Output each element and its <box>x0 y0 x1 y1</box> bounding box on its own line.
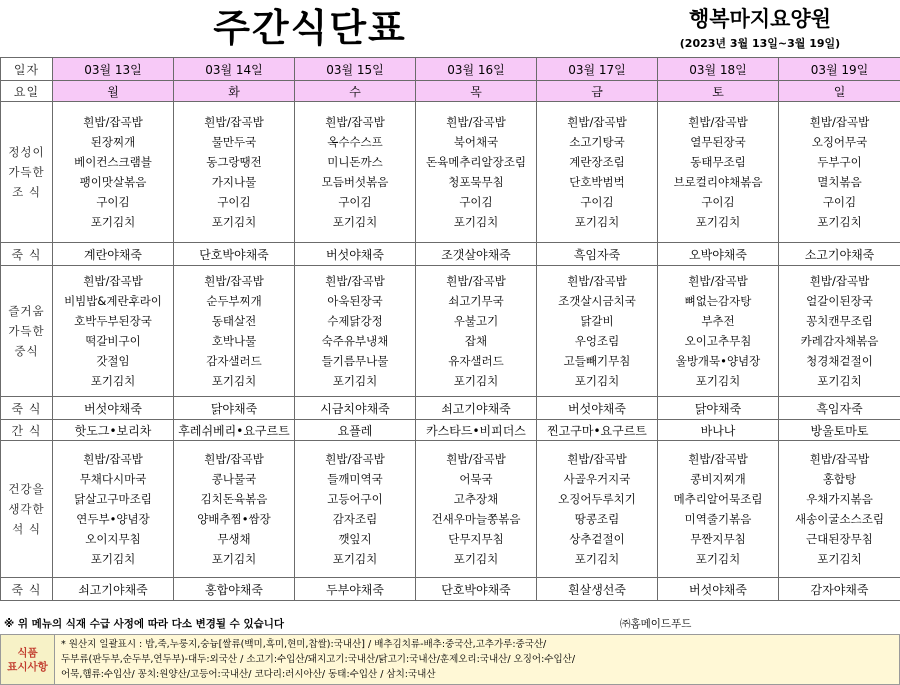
menu-item: 쇠고기무국 <box>448 294 504 308</box>
menu-item: 단무지무침 <box>448 532 504 546</box>
menu-item: 떡갈비구이 <box>85 334 141 348</box>
page-title: 주간식단표 <box>213 6 407 50</box>
menu-item: 포기김치 <box>90 374 136 388</box>
snack-cell: 방울토마토 <box>779 420 900 441</box>
menu-item: 닭갈비 <box>580 314 614 328</box>
menu-item: 흰밥/잡곡밥 <box>688 115 748 129</box>
menu-item: 팽이맛살볶음 <box>79 175 147 189</box>
lunch-items <box>779 268 900 394</box>
lunch-label <box>1 266 53 397</box>
porridge-cell: 홍합야채죽 <box>174 578 295 601</box>
menu-item: 옥수수스프 <box>327 135 383 149</box>
menu-item: 물만두국 <box>211 135 257 149</box>
origin-info-box <box>0 634 900 685</box>
menu-item: 동태살전 <box>211 314 257 328</box>
menu-item: 감자샐러드 <box>206 354 262 368</box>
breakfast-items <box>416 109 536 235</box>
menu-item: 포기김치 <box>90 552 136 566</box>
menu-item: 깻잎지 <box>338 532 372 546</box>
menu-item: 흰밥/잡곡밥 <box>325 115 385 129</box>
dinner-cell <box>174 441 295 578</box>
menu-item: 고등어구이 <box>327 492 383 506</box>
porridge-cell: 닭야채죽 <box>174 397 295 420</box>
porridge-label: 죽 식 <box>1 397 53 420</box>
menu-item: 구이김 <box>580 195 614 209</box>
menu-item: 미역줄기볶음 <box>684 512 752 526</box>
date-cell: 03월 17일 <box>537 58 658 81</box>
porridge-label: 죽 식 <box>1 578 53 601</box>
menu-item: 포기김치 <box>90 215 136 229</box>
menu-item: 가지나물 <box>211 175 257 189</box>
menu-item: 얼갈이된장국 <box>806 294 873 308</box>
breakfast-cell <box>658 102 779 243</box>
menu-item: 상추겉절이 <box>569 532 625 546</box>
menu-item: 흰밥/잡곡밥 <box>688 452 748 466</box>
menu-item: 구이김 <box>338 195 372 209</box>
origin-label <box>1 635 55 684</box>
menu-item: 된장찌개 <box>90 135 136 149</box>
menu-item: 흰밥/잡곡밥 <box>204 452 264 466</box>
menu-item: 구이김 <box>822 195 857 209</box>
dinner-items <box>416 446 536 572</box>
menu-item: 흰밥/잡곡밥 <box>325 274 385 288</box>
menu-item: 포기김치 <box>332 374 378 388</box>
breakfast-cell <box>779 102 900 243</box>
menu-item: 포기김치 <box>453 552 499 566</box>
breakfast-items <box>53 109 173 235</box>
dinner-items <box>779 446 900 572</box>
porridge-cell: 버섯야채죽 <box>537 397 658 420</box>
menu-item: 근대된장무침 <box>806 532 873 546</box>
menu-item: 호박나물 <box>211 334 257 348</box>
menu-item: 포기김치 <box>211 552 257 566</box>
menu-item: 포기김치 <box>211 215 257 229</box>
menu-item: 흰밥/잡곡밥 <box>809 452 870 466</box>
menu-item: 오이지무침 <box>85 532 141 546</box>
breakfast-items <box>779 109 900 235</box>
breakfast-cell <box>53 102 174 243</box>
menu-item: 흰밥/잡곡밥 <box>809 115 870 129</box>
menu-item: 김치돈육볶음 <box>200 492 268 506</box>
section-label-line: 생각한 <box>8 502 45 516</box>
lunch-items <box>658 268 778 394</box>
date-cell: 03월 18일 <box>658 58 779 81</box>
porridge-cell: 오박야채죽 <box>658 243 779 266</box>
menu-period: (2023년 3월 13일~3월 19일) <box>679 37 841 50</box>
menu-item: 청포묵무침 <box>448 175 504 189</box>
menu-item: 감자조림 <box>332 512 378 526</box>
dinner-items <box>537 446 657 572</box>
dinner-items <box>658 446 778 572</box>
lunch-cell <box>537 266 658 397</box>
porridge-cell-row <box>1 243 900 266</box>
breakfast-cell <box>537 102 658 243</box>
menu-item: 포기김치 <box>574 215 620 229</box>
lunch-cell <box>779 266 900 397</box>
lunch-cell <box>658 266 779 397</box>
day-of-week-cell: 토 <box>658 81 779 102</box>
lunch-row <box>1 266 900 397</box>
menu-item: 흰밥/잡곡밥 <box>446 452 506 466</box>
menu-item: 소고기탕국 <box>569 135 625 149</box>
dinner-cell <box>779 441 900 578</box>
menu-item: 고들빼기무침 <box>563 354 631 368</box>
supplier-name: ㈜홈메이드푸드 <box>620 618 692 630</box>
menu-notice <box>0 615 900 633</box>
day-of-week-cell: 수 <box>295 81 416 102</box>
lunch-items <box>53 268 173 394</box>
porridge-cell: 쇠고기야채죽 <box>53 578 174 601</box>
porridge-cell-row <box>1 578 900 601</box>
menu-item: 수제닭강정 <box>327 314 383 328</box>
menu-item: 포기김치 <box>211 374 257 388</box>
origin-line: * 원산지 일괄표시 : 밥,죽,누룽지,숭늉[쌀류(백미,흑미,현미,찹쌀):국내산] / 배추김치류-배추:중국산,고추가루:중국산/ <box>61 639 547 650</box>
menu-item: 흰밥/잡곡밥 <box>325 452 385 466</box>
menu-item: 포기김치 <box>695 552 741 566</box>
section-label-line: 중식 <box>14 344 39 358</box>
dinner-items <box>53 446 173 572</box>
menu-item: 부추전 <box>701 314 735 328</box>
menu-item: 포기김치 <box>817 374 862 388</box>
lunch-cell <box>416 266 537 397</box>
menu-item: 갓절임 <box>96 354 130 368</box>
porridge-cell-row <box>1 397 900 420</box>
day-of-week-cell: 월 <box>53 81 174 102</box>
menu-item: 오징어두루치기 <box>558 492 636 506</box>
breakfast-row <box>1 102 900 243</box>
porridge-cell: 조갯살야채죽 <box>416 243 537 266</box>
porridge-cell: 닭야채죽 <box>658 397 779 420</box>
menu-item: 무짠지무침 <box>690 532 746 546</box>
menu-item: 포기김치 <box>817 552 862 566</box>
menu-item: 모듬버섯볶음 <box>321 175 389 189</box>
dinner-cell <box>295 441 416 578</box>
lunch-items <box>295 268 415 394</box>
facility-name: 행복마지요양원 <box>688 7 831 31</box>
menu-item: 흰밥/잡곡밥 <box>83 452 143 466</box>
day-of-week-cell: 화 <box>174 81 295 102</box>
menu-item: 순두부찌개 <box>206 294 262 308</box>
porridge-cell: 쇠고기야채죽 <box>416 397 537 420</box>
snack-cell: 찐고구마•요구르트 <box>537 420 658 441</box>
menu-item: 흰밥/잡곡밥 <box>567 274 627 288</box>
date-cell: 03월 14일 <box>174 58 295 81</box>
menu-item: 베이컨스크램블 <box>74 155 152 169</box>
date-cell: 03월 16일 <box>416 58 537 81</box>
lunch-items <box>537 268 657 394</box>
menu-item: 무생채 <box>217 532 251 546</box>
menu-item: 우채가지볶음 <box>806 492 873 506</box>
origin-label-line: 표시사항 <box>7 660 48 673</box>
snack-cell: 핫도그•보리차 <box>53 420 174 441</box>
menu-item: 양배추찜•쌈장 <box>197 512 271 526</box>
menu-item: 포기김치 <box>453 215 499 229</box>
menu-item: 콩나물국 <box>211 472 257 486</box>
dinner-cell <box>537 441 658 578</box>
breakfast-items <box>658 109 778 235</box>
menu-item: 단호박범벅 <box>569 175 625 189</box>
snack-cell: 요플레 <box>295 420 416 441</box>
section-label-line: 가득한 <box>8 324 45 338</box>
menu-item: 포기김치 <box>817 215 862 229</box>
menu-item: 홍합탕 <box>822 472 857 486</box>
date-cell: 03월 15일 <box>295 58 416 81</box>
menu-item: 포기김치 <box>574 374 620 388</box>
section-label-line: 석 식 <box>12 522 41 536</box>
menu-item: 흰밥/잡곡밥 <box>446 274 506 288</box>
lunch-cell <box>53 266 174 397</box>
menu-item: 포기김치 <box>332 215 378 229</box>
menu-item: 흰밥/잡곡밥 <box>204 115 264 129</box>
menu-item: 구이김 <box>217 195 251 209</box>
breakfast-cell <box>174 102 295 243</box>
porridge-label: 죽 식 <box>1 243 53 266</box>
menu-item: 흰밥/잡곡밥 <box>567 115 627 129</box>
menu-item: 뼈없는감자탕 <box>684 294 752 308</box>
section-label-line: 정성이 <box>8 145 45 159</box>
breakfast-items <box>295 109 415 235</box>
menu-item: 흰밥/잡곡밥 <box>204 274 264 288</box>
menu-item: 땅콩조림 <box>574 512 620 526</box>
menu-item: 콩비지찌개 <box>690 472 746 486</box>
dinner-label-lines <box>1 476 52 542</box>
menu-item: 미니돈까스 <box>327 155 383 169</box>
date-cell-row <box>1 58 900 81</box>
breakfast-label <box>1 102 53 243</box>
menu-item: 흰밥/잡곡밥 <box>446 115 506 129</box>
header <box>0 0 900 57</box>
dinner-items <box>295 446 415 572</box>
snack-label: 간 식 <box>1 420 53 441</box>
notice-text: ※ 위 메뉴의 식재 수급 사정에 따라 다소 변경될 수 있습니다 <box>4 618 285 630</box>
lunch-cell <box>295 266 416 397</box>
date-cell: 03월 13일 <box>53 58 174 81</box>
menu-item: 포기김치 <box>332 552 378 566</box>
porridge-cell: 단호박야채죽 <box>416 578 537 601</box>
origin-line: 두부류(판두부,순두부,연두부)-대두:외국산 / 소고기:수입산/돼지고기:국내산/닭고기:국내산/훈제오리:국내산/ 오징어:수입산/ <box>61 654 576 665</box>
lunch-items <box>416 268 536 394</box>
snack-cell: 바나나 <box>658 420 779 441</box>
porridge-cell: 흑임자죽 <box>537 243 658 266</box>
porridge-cell: 두부야채죽 <box>295 578 416 601</box>
menu-item: 우엉조림 <box>574 334 620 348</box>
menu-item: 사골우거지국 <box>563 472 631 486</box>
breakfast-items <box>537 109 657 235</box>
section-label-line: 가득한 <box>8 165 45 179</box>
menu-item: 무채다시마국 <box>79 472 147 486</box>
menu-item: 고추장채 <box>453 492 499 506</box>
date-cell: 03월 19일 <box>779 58 900 81</box>
menu-item: 새송이굴소스조림 <box>795 512 884 526</box>
breakfast-cell <box>295 102 416 243</box>
porridge-cell: 계란야채죽 <box>53 243 174 266</box>
origin-label-line: 식품 <box>17 646 38 659</box>
menu-item: 어묵국 <box>459 472 493 486</box>
porridge-cell: 버섯야채죽 <box>658 578 779 601</box>
menu-item: 잡채 <box>464 334 488 348</box>
porridge-cell: 버섯야채죽 <box>53 397 174 420</box>
lunch-label-lines <box>1 298 52 364</box>
lunch-cell <box>174 266 295 397</box>
menu-item: 두부구이 <box>817 155 862 169</box>
porridge-cell: 시금치야채죽 <box>295 397 416 420</box>
menu-item: 흰밥/잡곡밥 <box>809 274 870 288</box>
menu-item: 들기름무나물 <box>321 354 389 368</box>
menu-item: 숙주유부냉채 <box>321 334 389 348</box>
breakfast-items <box>174 109 294 235</box>
menu-item: 들깨미역국 <box>327 472 383 486</box>
menu-item: 계란장조림 <box>569 155 625 169</box>
menu-item: 구이김 <box>459 195 493 209</box>
menu-item: 흰밥/잡곡밥 <box>688 274 748 288</box>
snack-cell: 후레쉬베리•요구르트 <box>174 420 295 441</box>
date-label: 일자 <box>1 58 53 81</box>
menu-item: 청경채겉절이 <box>806 354 873 368</box>
menu-item: 연두부•양념장 <box>76 512 150 526</box>
menu-item: 돈육메추리알장조림 <box>426 155 526 169</box>
menu-item: 비빔밥&계란후라이 <box>64 294 162 308</box>
origin-text <box>55 635 899 684</box>
porridge-cell: 단호박야채죽 <box>174 243 295 266</box>
menu-item: 포기김치 <box>695 215 741 229</box>
menu-item: 아욱된장국 <box>327 294 383 308</box>
porridge-cell: 흰살생선죽 <box>537 578 658 601</box>
snack-cell-row <box>1 420 900 441</box>
day-of-week-cell: 목 <box>416 81 537 102</box>
menu-item: 카레감자채볶음 <box>800 334 879 348</box>
breakfast-label-lines <box>1 139 52 205</box>
menu-item: 열무된장국 <box>690 135 746 149</box>
dinner-label <box>1 441 53 578</box>
menu-item: 흰밥/잡곡밥 <box>567 452 627 466</box>
menu-item: 구이김 <box>96 195 130 209</box>
snack-cell: 카스타드•비피더스 <box>416 420 537 441</box>
menu-item: 건새우마늘쫑볶음 <box>431 512 521 526</box>
menu-item: 멸치볶음 <box>817 175 862 189</box>
menu-item: 꽁치캔무조림 <box>806 314 873 328</box>
dinner-items <box>174 446 294 572</box>
menu-item: 포기김치 <box>453 374 499 388</box>
menu-item: 메추리알어묵조림 <box>673 492 763 506</box>
breakfast-cell <box>416 102 537 243</box>
porridge-cell: 감자야채죽 <box>779 578 900 601</box>
section-label-line: 조 식 <box>12 185 41 199</box>
lunch-items <box>174 268 294 394</box>
menu-item: 동그랑땡전 <box>206 155 262 169</box>
menu-item: 북어채국 <box>453 135 499 149</box>
dinner-cell <box>53 441 174 578</box>
menu-item: 유자샐러드 <box>448 354 504 368</box>
menu-item: 울방개묵•양념장 <box>675 354 761 368</box>
menu-item: 동태무조림 <box>690 155 746 169</box>
day-of-week-cell: 일 <box>779 81 900 102</box>
menu-item: 오이고추무침 <box>684 334 752 348</box>
day-of-week-cell-row <box>1 81 900 102</box>
menu-item: 포기김치 <box>695 374 741 388</box>
menu-item: 흰밥/잡곡밥 <box>83 274 143 288</box>
menu-item: 조갯살시금치국 <box>558 294 636 308</box>
section-label-line: 건강을 <box>8 482 45 496</box>
menu-item: 브로컬리야채볶음 <box>673 175 763 189</box>
menu-item: 포기김치 <box>574 552 620 566</box>
day-of-week-cell: 금 <box>537 81 658 102</box>
menu-item: 구이김 <box>701 195 735 209</box>
menu-item: 호박두부된장국 <box>74 314 152 328</box>
section-label-line: 즐거움 <box>8 304 45 318</box>
menu-item: 흰밥/잡곡밥 <box>83 115 143 129</box>
porridge-cell: 버섯야채죽 <box>295 243 416 266</box>
porridge-cell: 소고기야채죽 <box>779 243 900 266</box>
dinner-cell <box>658 441 779 578</box>
menu-item: 오징어무국 <box>811 135 868 149</box>
dinner-cell <box>416 441 537 578</box>
dinner-row <box>1 441 900 578</box>
weekly-menu-table <box>0 57 900 601</box>
day-of-week-label: 요일 <box>1 81 53 102</box>
porridge-cell: 흑임자죽 <box>779 397 900 420</box>
menu-item: 닭살고구마조림 <box>74 492 152 506</box>
menu-item: 우불고기 <box>453 314 499 328</box>
origin-line: 어묵,햄류:수입산/ 꽁치:원양산/고등어:국내산/ 코다리:러시아산/ 동태:수입산 / 삼치:국내산 <box>61 669 436 680</box>
